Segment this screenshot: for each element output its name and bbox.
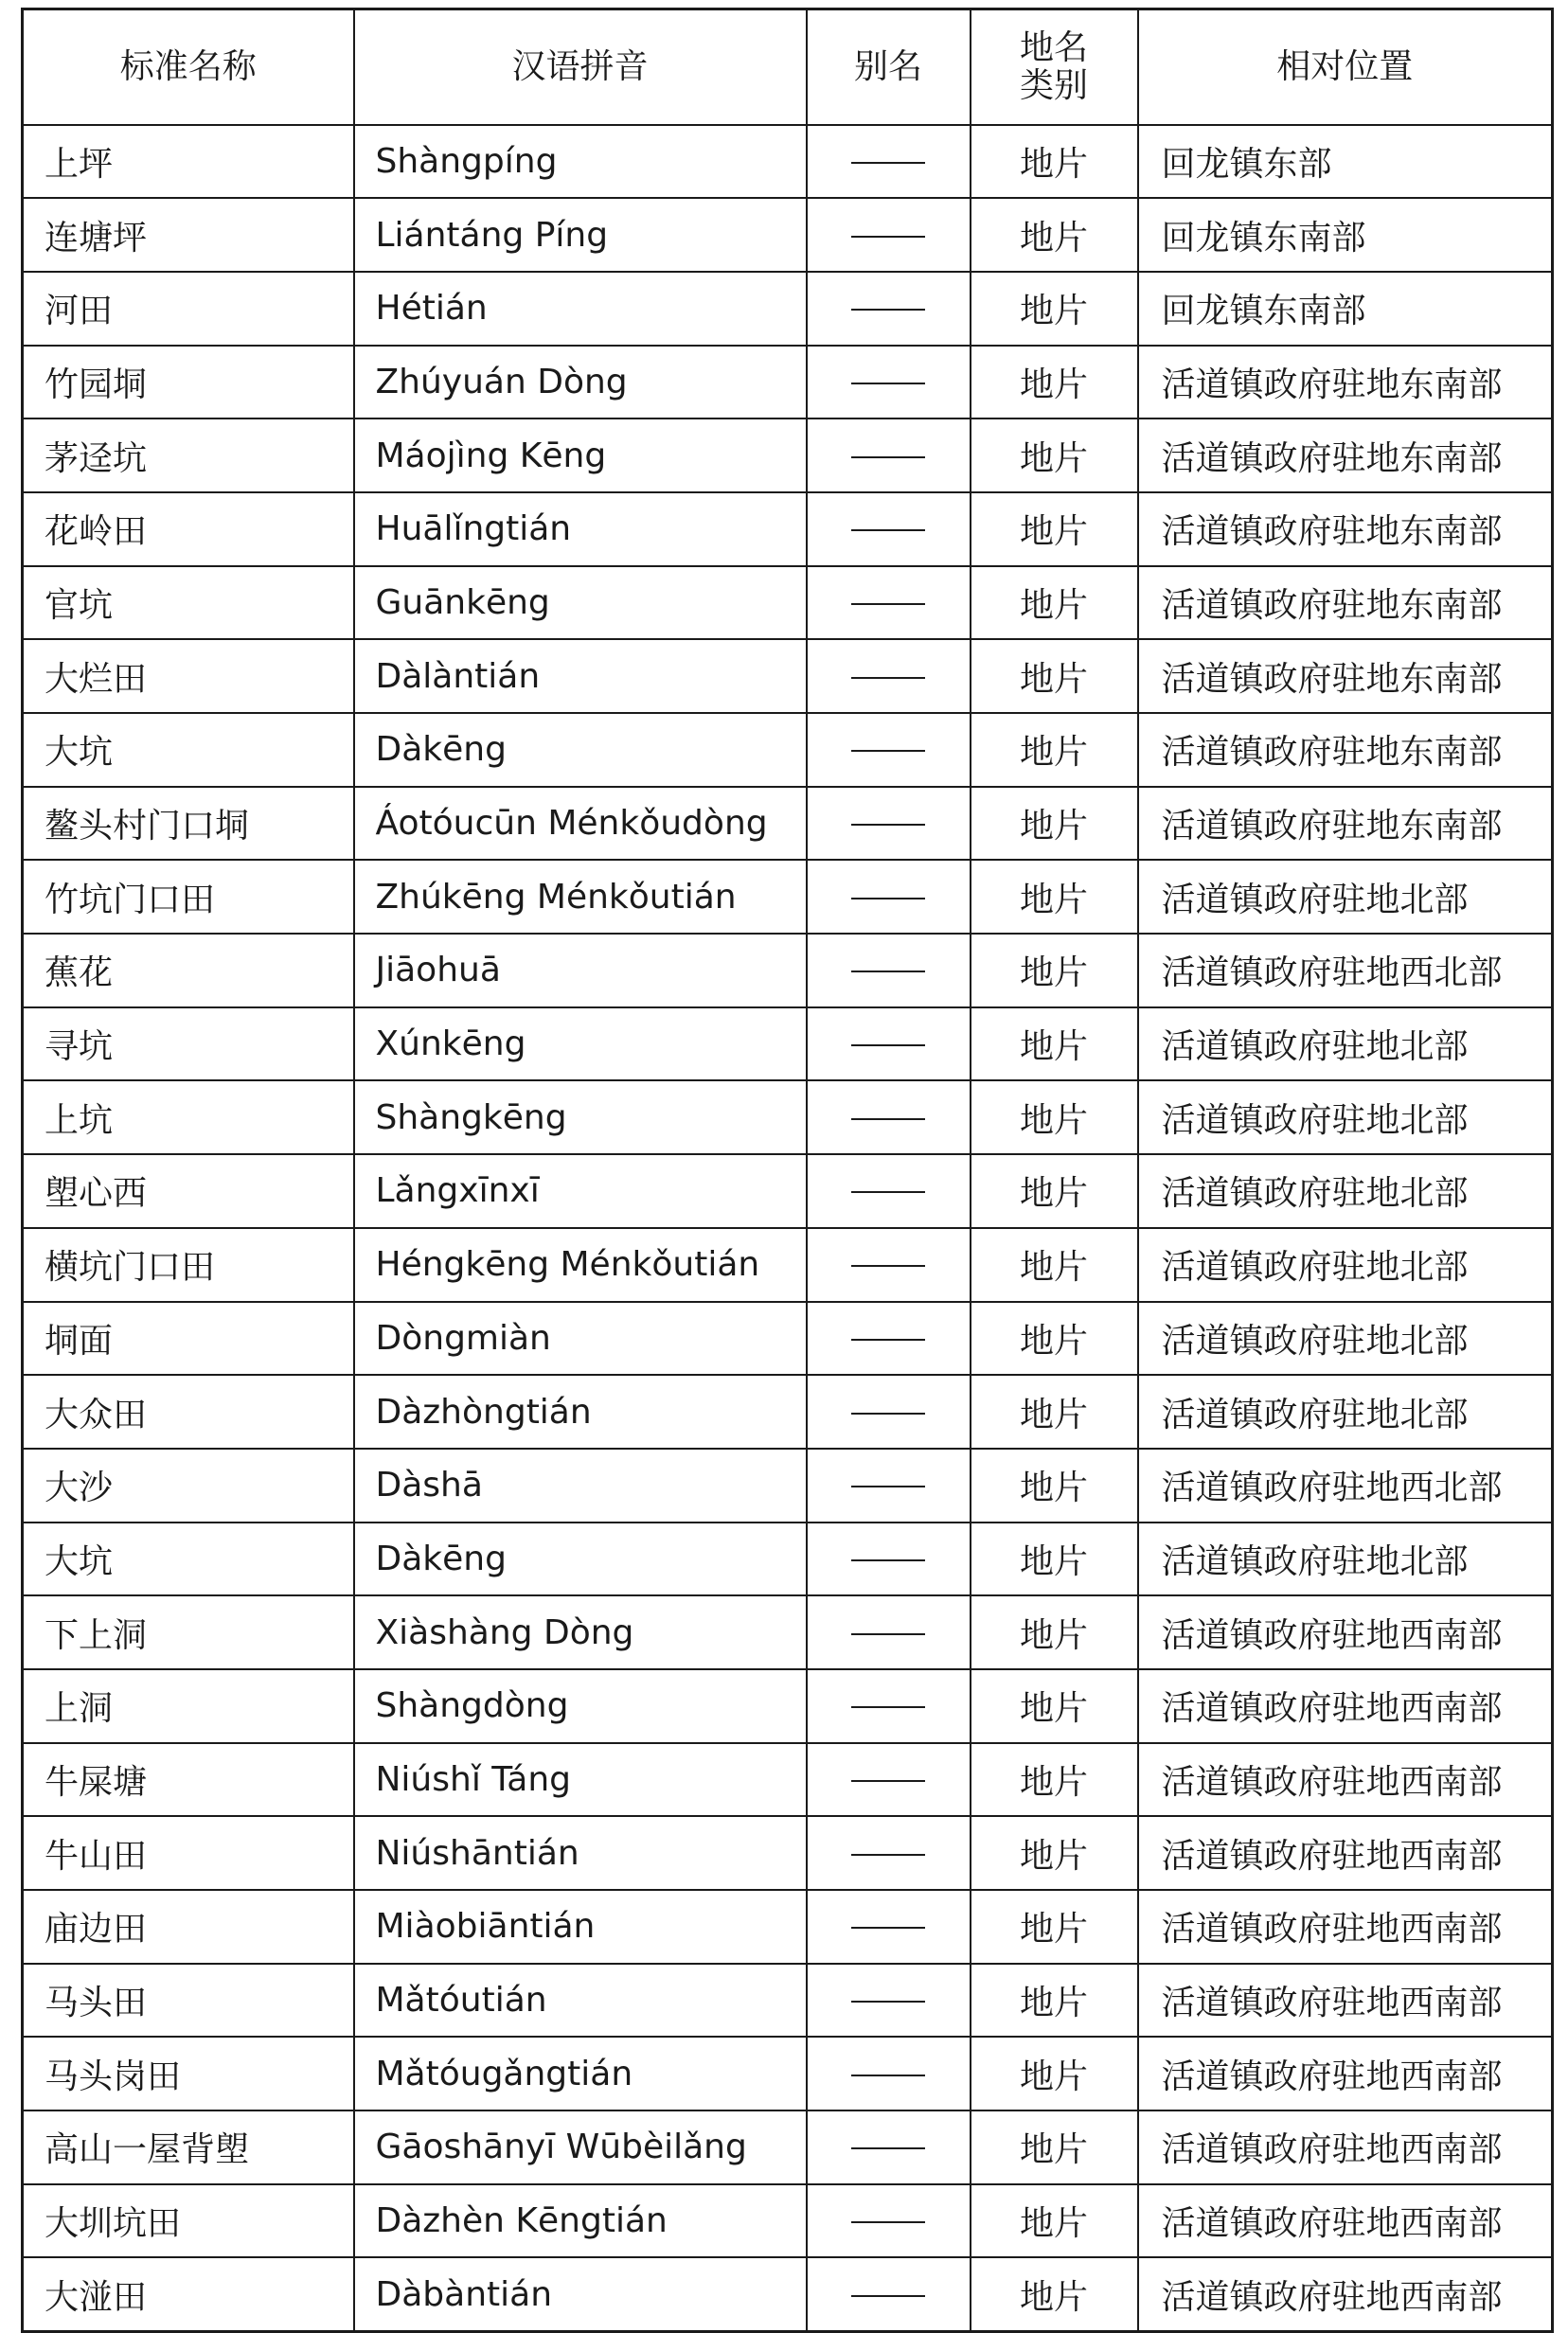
- cell-standard-name: 大圳坑田: [23, 2184, 354, 2258]
- cell-alias: [807, 2257, 971, 2331]
- cell-relative-location: 活道镇政府驻地东南部: [1138, 639, 1553, 713]
- cell-place-type: 地片: [971, 419, 1138, 492]
- header-row: [23, 9, 1553, 125]
- alias-dash: [851, 383, 925, 384]
- cell-standard-name: 鳌头村门口垌: [23, 787, 354, 861]
- table-row: [23, 2110, 1553, 2184]
- cell-alias: [807, 1302, 971, 1376]
- cell-pinyin: Niúshǐ Táng: [354, 1743, 807, 1817]
- cell-alias: [807, 2037, 971, 2110]
- alias-dash: [851, 309, 925, 311]
- cell-standard-name: 大坑: [23, 1523, 354, 1596]
- cell-place-type: 地片: [971, 1890, 1138, 1964]
- table-row: [23, 934, 1553, 1007]
- table-row: [23, 713, 1553, 787]
- cell-pinyin: Gāoshānyī Wūbèilǎng: [354, 2110, 807, 2184]
- alias-dash: [851, 456, 925, 458]
- table-row: [23, 492, 1553, 566]
- cell-place-type: 地片: [971, 787, 1138, 861]
- cell-alias: [807, 419, 971, 492]
- cell-relative-location: 活道镇政府驻地北部: [1138, 1523, 1553, 1596]
- alias-dash: [851, 1265, 925, 1267]
- cell-relative-location: 回龙镇东南部: [1138, 272, 1553, 346]
- header-relative-location: 相对位置: [1138, 9, 1553, 125]
- alias-dash: [851, 971, 925, 972]
- cell-standard-name: 花岭田: [23, 492, 354, 566]
- table-row: [23, 2257, 1553, 2331]
- cell-place-type: 地片: [971, 713, 1138, 787]
- cell-pinyin: Dàlàntián: [354, 639, 807, 713]
- cell-relative-location: 活道镇政府驻地东南部: [1138, 566, 1553, 640]
- table-row: [23, 1523, 1553, 1596]
- alias-dash: [851, 1118, 925, 1120]
- cell-alias: [807, 1375, 971, 1449]
- cell-place-type: 地片: [971, 125, 1138, 199]
- cell-pinyin: Áotóucūn Ménkǒudòng: [354, 787, 807, 861]
- cell-place-type: 地片: [971, 492, 1138, 566]
- alias-dash: [851, 1854, 925, 1856]
- alias-dash: [851, 529, 925, 531]
- cell-place-type: 地片: [971, 1523, 1138, 1596]
- cell-standard-name: 牛屎塘: [23, 1743, 354, 1817]
- cell-pinyin: Dàkēng: [354, 713, 807, 787]
- table-row: [23, 272, 1553, 346]
- cell-pinyin: Dàzhèn Kēngtián: [354, 2184, 807, 2258]
- table-row: [23, 639, 1553, 713]
- cell-alias: [807, 1228, 971, 1302]
- header-place-type: [971, 9, 1138, 125]
- cell-standard-name: 上坑: [23, 1080, 354, 1154]
- cell-place-type: 地片: [971, 1743, 1138, 1817]
- cell-place-type: 地片: [971, 198, 1138, 272]
- cell-pinyin: Dàkēng: [354, 1523, 807, 1596]
- cell-place-type: 地片: [971, 1228, 1138, 1302]
- cell-relative-location: 活道镇政府驻地西北部: [1138, 1449, 1553, 1523]
- cell-alias: [807, 713, 971, 787]
- cell-alias: [807, 1080, 971, 1154]
- cell-relative-location: 活道镇政府驻地北部: [1138, 1228, 1553, 1302]
- cell-pinyin: Shàngpíng: [354, 125, 807, 199]
- cell-relative-location: 活道镇政府驻地西南部: [1138, 2184, 1553, 2258]
- place-name-table: [21, 8, 1554, 2333]
- cell-pinyin: Mǎtóutián: [354, 1964, 807, 2038]
- cell-relative-location: 活道镇政府驻地西南部: [1138, 2037, 1553, 2110]
- cell-alias: [807, 272, 971, 346]
- cell-standard-name: 大烂田: [23, 639, 354, 713]
- cell-place-type: 地片: [971, 1007, 1138, 1081]
- alias-dash: [851, 236, 925, 238]
- cell-place-type: 地片: [971, 2110, 1138, 2184]
- table-row: [23, 198, 1553, 272]
- cell-place-type: 地片: [971, 1302, 1138, 1376]
- cell-relative-location: 活道镇政府驻地东南部: [1138, 419, 1553, 492]
- alias-dash: [851, 1633, 925, 1635]
- cell-pinyin: Héngkēng Ménkǒutián: [354, 1228, 807, 1302]
- table-row: [23, 1595, 1553, 1669]
- cell-standard-name: 茅迳坑: [23, 419, 354, 492]
- cell-standard-name: 下上洞: [23, 1595, 354, 1669]
- cell-standard-name: 寻坑: [23, 1007, 354, 1081]
- cell-alias: [807, 639, 971, 713]
- cell-place-type: 地片: [971, 2037, 1138, 2110]
- cell-place-type: 地片: [971, 1595, 1138, 1669]
- table-row: [23, 1228, 1553, 1302]
- alias-dash: [851, 824, 925, 826]
- cell-relative-location: 活道镇政府驻地西南部: [1138, 1816, 1553, 1890]
- cell-relative-location: 活道镇政府驻地东南部: [1138, 787, 1553, 861]
- cell-standard-name: 大沙: [23, 1449, 354, 1523]
- cell-place-type: 地片: [971, 346, 1138, 419]
- cell-pinyin: Xúnkēng: [354, 1007, 807, 1081]
- cell-standard-name: 蕉花: [23, 934, 354, 1007]
- cell-alias: [807, 125, 971, 199]
- cell-alias: [807, 1890, 971, 1964]
- cell-relative-location: 活道镇政府驻地北部: [1138, 1302, 1553, 1376]
- cell-pinyin: Xiàshàng Dòng: [354, 1595, 807, 1669]
- cell-relative-location: 活道镇政府驻地西南部: [1138, 1595, 1553, 1669]
- cell-place-type: 地片: [971, 1154, 1138, 1228]
- table-row: [23, 1669, 1553, 1743]
- table-row: [23, 1449, 1553, 1523]
- cell-alias: [807, 566, 971, 640]
- cell-standard-name: 塱心西: [23, 1154, 354, 1228]
- cell-place-type: 地片: [971, 1449, 1138, 1523]
- cell-standard-name: 竹坑门口田: [23, 860, 354, 934]
- cell-standard-name: 连塘坪: [23, 198, 354, 272]
- table-row: [23, 346, 1553, 419]
- alias-dash: [851, 1191, 925, 1193]
- cell-place-type: 地片: [971, 1080, 1138, 1154]
- cell-relative-location: 活道镇政府驻地北部: [1138, 860, 1553, 934]
- cell-relative-location: 活道镇政府驻地西南部: [1138, 1743, 1553, 1817]
- cell-relative-location: 活道镇政府驻地西南部: [1138, 2110, 1553, 2184]
- alias-dash: [851, 1044, 925, 1046]
- table-row: [23, 419, 1553, 492]
- cell-relative-location: 活道镇政府驻地北部: [1138, 1154, 1553, 1228]
- cell-pinyin: Dàzhòngtián: [354, 1375, 807, 1449]
- cell-alias: [807, 1449, 971, 1523]
- cell-standard-name: 大湴田: [23, 2257, 354, 2331]
- cell-pinyin: Zhúyuán Dòng: [354, 346, 807, 419]
- cell-standard-name: 河田: [23, 272, 354, 346]
- cell-relative-location: 活道镇政府驻地西南部: [1138, 1669, 1553, 1743]
- alias-dash: [851, 1780, 925, 1782]
- cell-pinyin: Mǎtóugǎngtián: [354, 2037, 807, 2110]
- cell-place-type: 地片: [971, 1375, 1138, 1449]
- table-row: [23, 1154, 1553, 1228]
- alias-dash: [851, 2295, 925, 2297]
- cell-alias: [807, 934, 971, 1007]
- table-row: [23, 566, 1553, 640]
- cell-alias: [807, 2184, 971, 2258]
- header-pinyin: 汉语拼音: [354, 9, 807, 125]
- table-row: [23, 1890, 1553, 1964]
- cell-alias: [807, 860, 971, 934]
- alias-dash: [851, 162, 925, 164]
- cell-relative-location: 回龙镇东南部: [1138, 198, 1553, 272]
- cell-pinyin: Hétián: [354, 272, 807, 346]
- cell-standard-name: 官坑: [23, 566, 354, 640]
- cell-standard-name: 垌面: [23, 1302, 354, 1376]
- cell-alias: [807, 2110, 971, 2184]
- cell-pinyin: Miàobiāntián: [354, 1890, 807, 1964]
- cell-pinyin: Liántáng Píng: [354, 198, 807, 272]
- cell-alias: [807, 1154, 971, 1228]
- cell-standard-name: 大众田: [23, 1375, 354, 1449]
- cell-standard-name: 大坑: [23, 713, 354, 787]
- cell-relative-location: 活道镇政府驻地东南部: [1138, 492, 1553, 566]
- table-row: [23, 787, 1553, 861]
- cell-alias: [807, 787, 971, 861]
- cell-relative-location: 活道镇政府驻地北部: [1138, 1007, 1553, 1081]
- cell-alias: [807, 1964, 971, 2038]
- table-header: [23, 9, 1553, 125]
- cell-pinyin: Huālǐngtián: [354, 492, 807, 566]
- cell-standard-name: 横坑门口田: [23, 1228, 354, 1302]
- table-row: [23, 1375, 1553, 1449]
- header-alias: 别名: [807, 9, 971, 125]
- alias-dash: [851, 2075, 925, 2076]
- alias-dash: [851, 1413, 925, 1415]
- alias-dash: [851, 2147, 925, 2149]
- alias-dash: [851, 603, 925, 605]
- cell-place-type: 地片: [971, 639, 1138, 713]
- cell-relative-location: 回龙镇东部: [1138, 125, 1553, 199]
- header-place-type-line1: 地名: [1019, 27, 1088, 67]
- table-row: [23, 860, 1553, 934]
- cell-standard-name: 上坪: [23, 125, 354, 199]
- cell-alias: [807, 1523, 971, 1596]
- cell-pinyin: Shàngkēng: [354, 1080, 807, 1154]
- cell-place-type: 地片: [971, 1816, 1138, 1890]
- cell-relative-location: 活道镇政府驻地北部: [1138, 1080, 1553, 1154]
- cell-relative-location: 活道镇政府驻地东南部: [1138, 346, 1553, 419]
- alias-dash: [851, 750, 925, 752]
- cell-pinyin: Dàshā: [354, 1449, 807, 1523]
- cell-alias: [807, 1669, 971, 1743]
- alias-dash: [851, 2221, 925, 2223]
- cell-standard-name: 庙边田: [23, 1890, 354, 1964]
- alias-dash: [851, 677, 925, 679]
- cell-pinyin: Máojìng Kēng: [354, 419, 807, 492]
- cell-place-type: 地片: [971, 272, 1138, 346]
- alias-dash: [851, 1706, 925, 1708]
- table-row: [23, 2184, 1553, 2258]
- cell-relative-location: 活道镇政府驻地西北部: [1138, 934, 1553, 1007]
- table-body: [23, 125, 1553, 2332]
- table-row: [23, 2037, 1553, 2110]
- cell-pinyin: Dàbàntián: [354, 2257, 807, 2331]
- alias-dash: [851, 1486, 925, 1487]
- table-row: [23, 125, 1553, 199]
- header-standard-name: 标准名称: [23, 9, 354, 125]
- cell-pinyin: Zhúkēng Ménkǒutián: [354, 860, 807, 934]
- cell-alias: [807, 198, 971, 272]
- table-row: [23, 1964, 1553, 2038]
- alias-dash: [851, 1559, 925, 1561]
- cell-pinyin: Niúshāntián: [354, 1816, 807, 1890]
- cell-standard-name: 马头岗田: [23, 2037, 354, 2110]
- alias-dash: [851, 1339, 925, 1341]
- cell-alias: [807, 346, 971, 419]
- table-row: [23, 1080, 1553, 1154]
- cell-standard-name: 竹园垌: [23, 346, 354, 419]
- table-row: [23, 1302, 1553, 1376]
- cell-place-type: 地片: [971, 566, 1138, 640]
- cell-place-type: 地片: [971, 1964, 1138, 2038]
- table-row: [23, 1743, 1553, 1817]
- table-row: [23, 1816, 1553, 1890]
- cell-relative-location: 活道镇政府驻地东南部: [1138, 713, 1553, 787]
- cell-place-type: 地片: [971, 1669, 1138, 1743]
- header-place-type-line2: 类别: [1019, 65, 1088, 105]
- cell-standard-name: 马头田: [23, 1964, 354, 2038]
- cell-alias: [807, 1595, 971, 1669]
- cell-standard-name: 牛山田: [23, 1816, 354, 1890]
- cell-pinyin: Jiāohuā: [354, 934, 807, 1007]
- alias-dash: [851, 1927, 925, 1929]
- cell-relative-location: 活道镇政府驻地北部: [1138, 1375, 1553, 1449]
- cell-pinyin: Lǎngxīnxī: [354, 1154, 807, 1228]
- cell-alias: [807, 1007, 971, 1081]
- cell-alias: [807, 1816, 971, 1890]
- cell-pinyin: Guānkēng: [354, 566, 807, 640]
- cell-alias: [807, 492, 971, 566]
- cell-standard-name: 上洞: [23, 1669, 354, 1743]
- cell-alias: [807, 1743, 971, 1817]
- alias-dash: [851, 2001, 925, 2003]
- alias-dash: [851, 898, 925, 899]
- cell-place-type: 地片: [971, 2184, 1138, 2258]
- cell-pinyin: Shàngdòng: [354, 1669, 807, 1743]
- cell-relative-location: 活道镇政府驻地西南部: [1138, 1964, 1553, 2038]
- cell-place-type: 地片: [971, 934, 1138, 1007]
- cell-standard-name: 高山一屋背塱: [23, 2110, 354, 2184]
- table-row: [23, 1007, 1553, 1081]
- cell-place-type: 地片: [971, 860, 1138, 934]
- cell-relative-location: 活道镇政府驻地西南部: [1138, 1890, 1553, 1964]
- cell-pinyin: Dòngmiàn: [354, 1302, 807, 1376]
- cell-relative-location: 活道镇政府驻地西南部: [1138, 2257, 1553, 2331]
- cell-place-type: 地片: [971, 2257, 1138, 2331]
